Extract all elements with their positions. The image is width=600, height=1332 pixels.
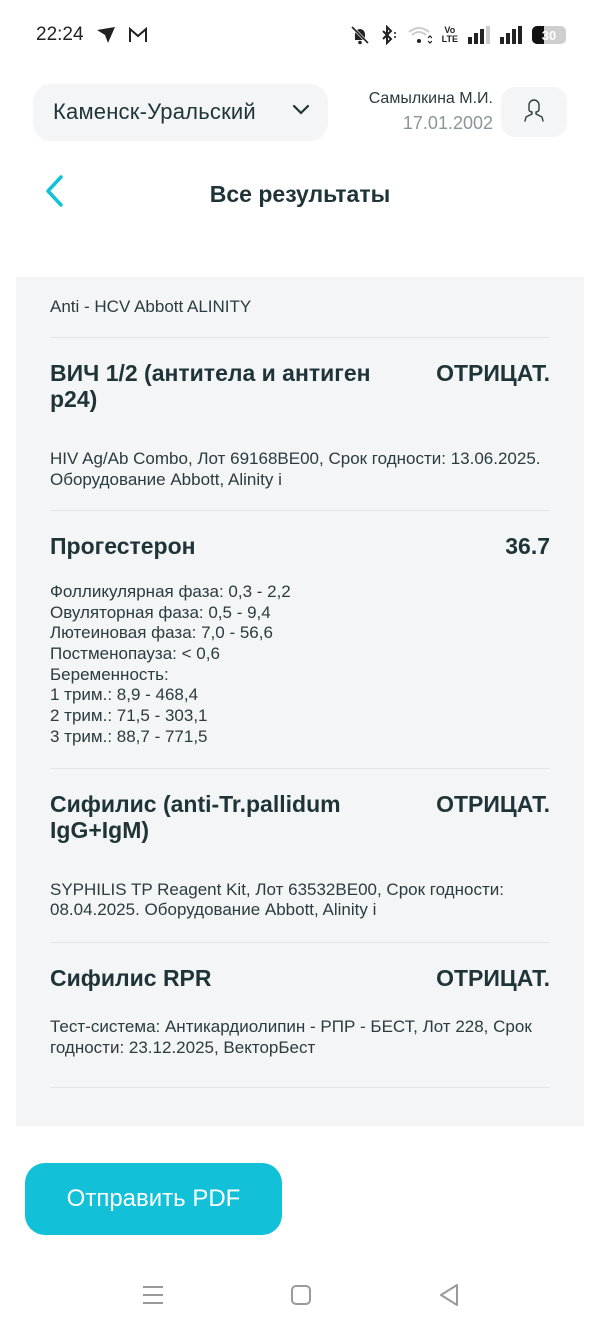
page-title: Все результаты xyxy=(209,181,391,207)
result-value: ОТРИЦАТ. xyxy=(436,360,550,386)
profile-button[interactable] xyxy=(501,87,567,137)
battery-icon: 30 xyxy=(532,26,566,44)
home-icon[interactable] xyxy=(286,1280,316,1310)
title-bar xyxy=(0,165,600,225)
reference-line: Постменопауза: < 0,6 xyxy=(50,643,220,663)
signal-1-icon xyxy=(468,26,490,44)
wifi-icon xyxy=(408,26,432,44)
results-list[interactable] xyxy=(16,277,584,1126)
reference-line: Овуляторная фаза: 0,5 - 9,4 xyxy=(50,602,271,622)
status-time: 22:24 xyxy=(36,24,84,45)
bell-off-icon xyxy=(350,25,370,45)
result-name: Сифилис (anti-Tr.pallidum IgG+IgM) xyxy=(50,790,341,844)
back-icon[interactable] xyxy=(434,1280,464,1310)
bluetooth-icon xyxy=(380,25,398,45)
user-dob: 17.01.2002 xyxy=(402,112,493,133)
signal-2-icon xyxy=(500,26,522,44)
result-value: ОТРИЦАТ. xyxy=(436,965,550,991)
reference-line: Лютеиновая фаза: 7,0 - 56,6 xyxy=(50,623,273,643)
user-name: Самылкина М.И. xyxy=(368,90,493,108)
system-nav-bar xyxy=(0,1270,600,1320)
reference-line: Беременность: xyxy=(50,664,169,684)
volte-icon: Vo LTE xyxy=(441,25,458,44)
user-info xyxy=(369,90,493,133)
result-item[interactable] xyxy=(50,943,550,1088)
navigation-arrow-icon xyxy=(96,26,116,44)
user-profile-icon xyxy=(521,97,547,128)
send-pdf-button[interactable]: Отправить PDF xyxy=(25,1163,282,1235)
result-name: Прогестерон xyxy=(50,533,196,560)
result-name: Сифилис RPR xyxy=(50,965,212,991)
result-item[interactable] xyxy=(50,511,550,768)
menu-icon[interactable] xyxy=(138,1280,168,1310)
reference-line: Фолликулярная фаза: 0,3 - 2,2 xyxy=(50,581,291,601)
city-label: Каменск-Уральский xyxy=(53,99,256,124)
chevron-down-icon xyxy=(292,103,310,121)
gmail-icon xyxy=(128,27,148,43)
reference-line: 3 трим.: 88,7 - 771,5 xyxy=(50,726,208,746)
header xyxy=(33,83,567,141)
city-select[interactable] xyxy=(33,84,328,141)
status-bar xyxy=(0,0,600,70)
result-value: 36.7 xyxy=(505,533,550,560)
reference-line: 2 трим.: 71,5 - 303,1 xyxy=(50,706,208,726)
result-item[interactable] xyxy=(50,769,550,943)
reference-line: 1 трим.: 8,9 - 468,4 xyxy=(50,685,199,705)
result-name: ВИЧ 1/2 (антитела и антиген p24) xyxy=(50,360,371,413)
result-description: Тест-система: Антикардиолипин - РПР - БЕСТ, Лот 228, Срок годности: 23.12.2025, ВекторБест xyxy=(50,1017,532,1058)
result-description: HIV Ag/Ab Combo, Лот 69168BE00, Срок годности: 13.06.2025. Оборудование Abbott, Alinity i xyxy=(50,448,541,489)
result-reference-ranges xyxy=(50,582,550,748)
result-description-fragment: Anti - HCV Abbott ALINITY xyxy=(50,277,550,338)
result-item[interactable] xyxy=(50,338,550,511)
result-value: ОТРИЦАТ. xyxy=(436,790,550,817)
result-description: SYPHILIS TP Reagent Kit, Лот 63532BE00, Срок годности: 08.04.2025. Оборудование Abbott, Alinity i xyxy=(50,879,504,920)
